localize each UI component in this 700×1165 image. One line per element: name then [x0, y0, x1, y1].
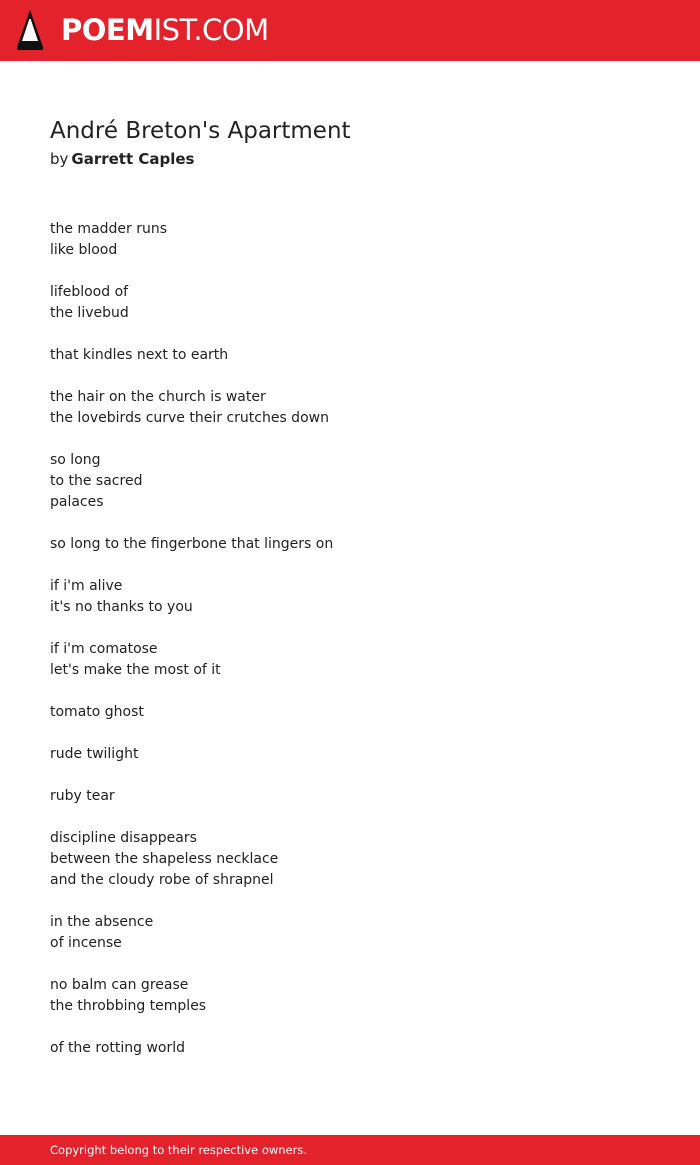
poem-stanza: [50, 702, 650, 723]
poem-stanza: [50, 534, 650, 555]
brand-bold-text: POEM: [61, 13, 154, 47]
poem-stanza: [50, 744, 650, 765]
byline: [50, 149, 194, 169]
poem-line: the lovebirds curve their crutches down: [50, 410, 329, 426]
poem-stanza: [50, 450, 650, 513]
poem-line: the livebud: [50, 305, 129, 321]
poem-line: the madder runs: [50, 221, 168, 237]
poem-stanza: [50, 219, 650, 261]
poem-stanza: [50, 786, 650, 807]
poem-stanza: [50, 282, 650, 324]
poem-stanza: [50, 576, 650, 618]
poem-line: if i'm comatose: [50, 641, 158, 657]
poem-line: between the shapeless necklace: [50, 851, 279, 867]
poem-stanza: [50, 639, 650, 681]
poem-stanza: [50, 387, 650, 429]
poem-line: the hair on the church is water: [50, 389, 266, 405]
poem-line: let's make the most of it: [50, 662, 221, 678]
poem-line: so long to the fingerbone that lingers on: [50, 536, 334, 552]
poem-line: rude twilight: [50, 746, 139, 762]
by-label: by: [50, 150, 69, 168]
poem-line: lifeblood of: [50, 284, 129, 300]
poem-stanza: [50, 345, 650, 366]
poem-body: [50, 219, 650, 1080]
poem-line: in the absence: [50, 914, 154, 930]
poem-line: that kindles next to earth: [50, 347, 229, 363]
poem-stanza: [50, 1038, 650, 1059]
brand-light-text: IST.COM: [153, 13, 269, 47]
poem-line: so long: [50, 452, 101, 468]
poem-line: of incense: [50, 935, 122, 951]
pen-nib-icon[interactable]: [16, 9, 44, 51]
poem-line: like blood: [50, 242, 118, 258]
poem-stanza: [50, 912, 650, 954]
poem-line: the throbbing temples: [50, 998, 207, 1014]
poem-line: of the rotting world: [50, 1040, 186, 1056]
poem-line: ruby tear: [50, 788, 115, 804]
poem-line: discipline disappears: [50, 830, 197, 846]
site-logo-link[interactable]: [61, 12, 269, 48]
poem-line: palaces: [50, 494, 104, 510]
poem-line: if i'm alive: [50, 578, 123, 594]
poem-title: André Breton's Apartment: [50, 118, 351, 144]
poem-stanza: [50, 828, 650, 891]
poem-line: to the sacred: [50, 473, 143, 489]
copyright-text: Copyright belong to their respective owners.: [50, 1143, 308, 1157]
site-header: [0, 0, 700, 61]
poem-line: no balm can grease: [50, 977, 189, 993]
poem-line: it's no thanks to you: [50, 599, 193, 615]
poem-line: and the cloudy robe of shrapnel: [50, 872, 274, 888]
poem-line: tomato ghost: [50, 704, 144, 720]
site-footer: [0, 1135, 700, 1165]
poem-stanza: [50, 975, 650, 1017]
author-name: Garrett Caples: [71, 150, 195, 168]
